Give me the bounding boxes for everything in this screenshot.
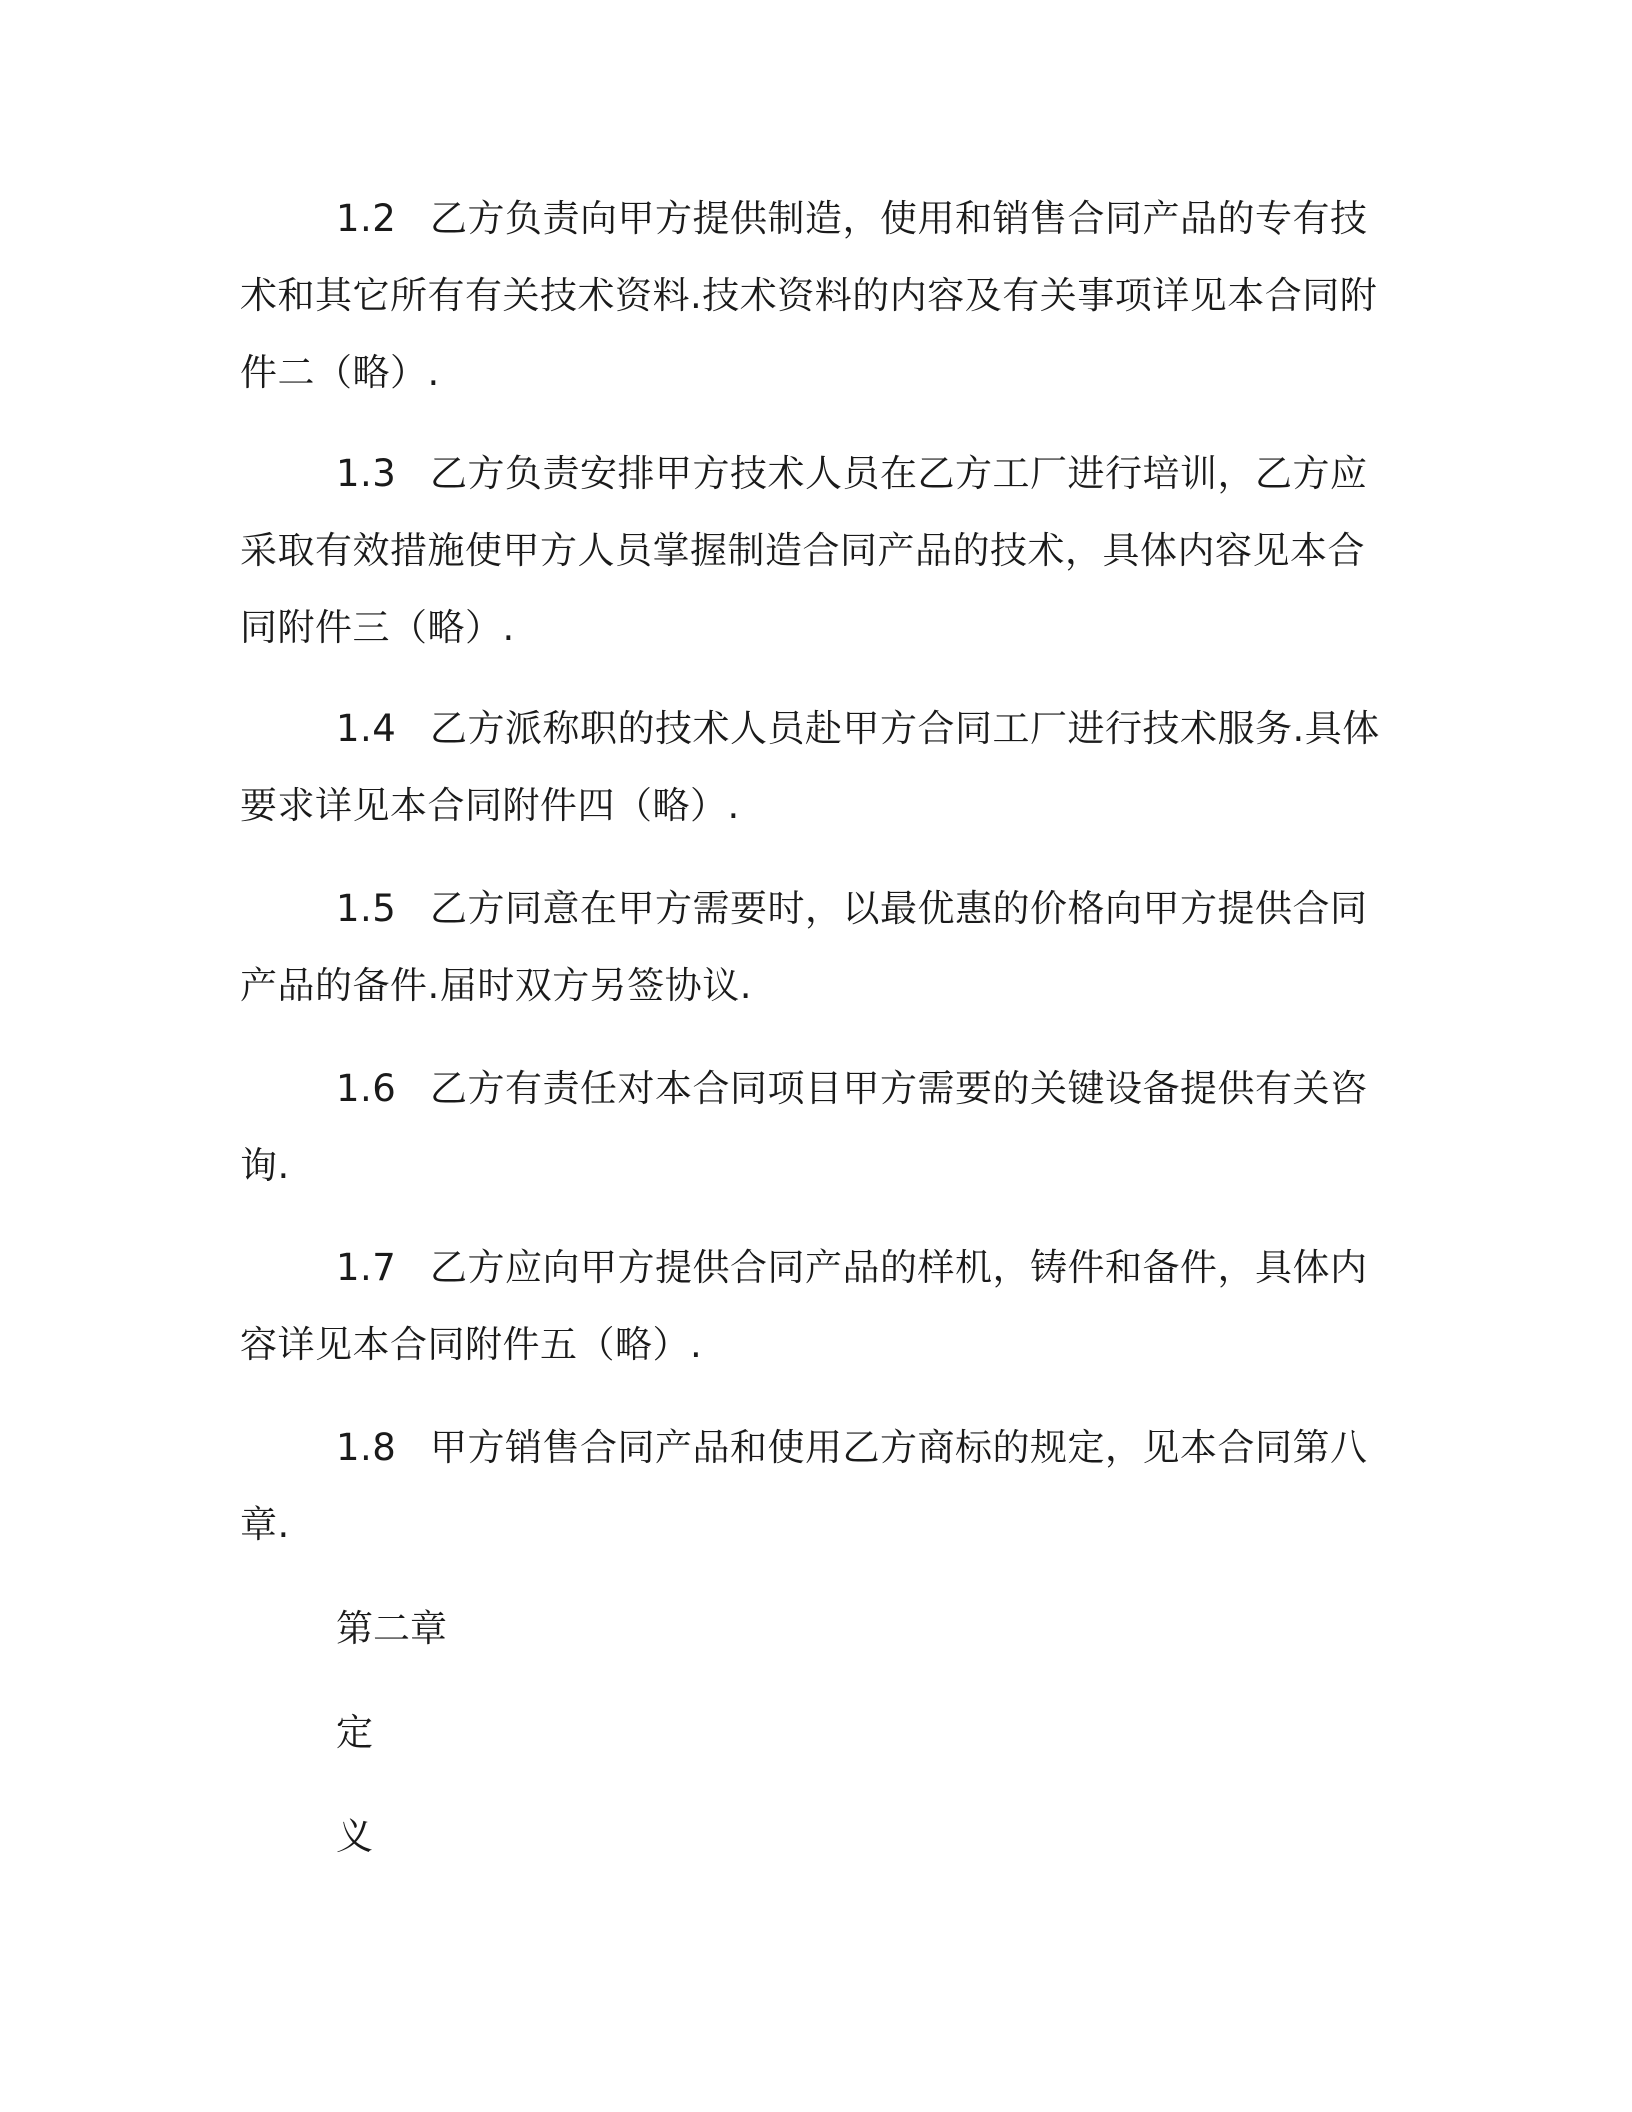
clause-1-7: [240, 1229, 1380, 1383]
clause-1-2: [240, 180, 1380, 411]
clause-1-6-line-2: 询.: [240, 1144, 290, 1187]
clause-1-8: [240, 1409, 1380, 1563]
clause-number: 1.7: [336, 1246, 397, 1289]
clause-number: 1.8: [336, 1426, 397, 1469]
clause-1-3-line-3: 同附件三（略）.: [240, 606, 515, 649]
clause-text: 乙方负责安排甲方技术人员在乙方工厂进行培训，乙方应: [430, 452, 1368, 495]
chapter-title-char-1: 定: [336, 1711, 373, 1754]
clause-number: 1.6: [336, 1067, 397, 1110]
clause-text: 乙方派称职的技术人员赴甲方合同工厂进行技术服务.具体: [430, 707, 1380, 750]
clause-1-4-line-2: 要求详见本合同附件四（略）.: [240, 784, 740, 827]
clause-1-4: [240, 690, 1380, 844]
clause-text: 甲方销售合同产品和使用乙方商标的规定，见本合同第八: [430, 1426, 1368, 1469]
clause-1-2-line-2: 术和其它所有有关技术资料.技术资料的内容及有关事项详见本合同附: [240, 274, 1378, 317]
clause-1-5-line-1: [240, 870, 1380, 947]
clause-1-2-line-3: 件二（略）.: [240, 351, 440, 394]
clause-number: 1.5: [336, 887, 397, 930]
clause-1-3: [240, 435, 1380, 666]
clause-1-7-line-2: 容详见本合同附件五（略）.: [240, 1323, 703, 1366]
chapter-label: 第二章: [336, 1607, 447, 1650]
clause-1-5: [240, 870, 1380, 1024]
clause-1-6: [240, 1050, 1380, 1204]
clause-1-3-line-1: [240, 435, 1380, 512]
chapter-title-char-2: 义: [336, 1815, 373, 1858]
clause-number: 1.4: [336, 707, 397, 750]
clause-text: 乙方有责任对本合同项目甲方需要的关键设备提供有关咨: [430, 1067, 1368, 1110]
clause-1-7-line-1: [240, 1229, 1380, 1306]
clause-number: 1.3: [336, 452, 397, 495]
clause-1-3-line-2: 采取有效措施使甲方人员掌握制造合同产品的技术，具体内容见本合: [240, 529, 1365, 572]
clause-text: 乙方同意在甲方需要时，以最优惠的价格向甲方提供合同: [430, 887, 1368, 930]
clause-1-8-line-2: 章.: [240, 1503, 290, 1546]
clause-1-5-line-2: 产品的备件.届时双方另签协议.: [240, 964, 753, 1007]
clause-1-2-line-1: [240, 180, 1380, 257]
clause-text: 乙方负责向甲方提供制造，使用和销售合同产品的专有技: [430, 197, 1368, 240]
clause-text: 乙方应向甲方提供合同产品的样机，铸件和备件，具体内: [430, 1246, 1368, 1289]
clause-1-4-line-1: [240, 690, 1380, 767]
clause-1-6-line-1: [240, 1050, 1380, 1127]
clause-number: 1.2: [336, 197, 397, 240]
clause-1-8-line-1: [240, 1409, 1380, 1486]
